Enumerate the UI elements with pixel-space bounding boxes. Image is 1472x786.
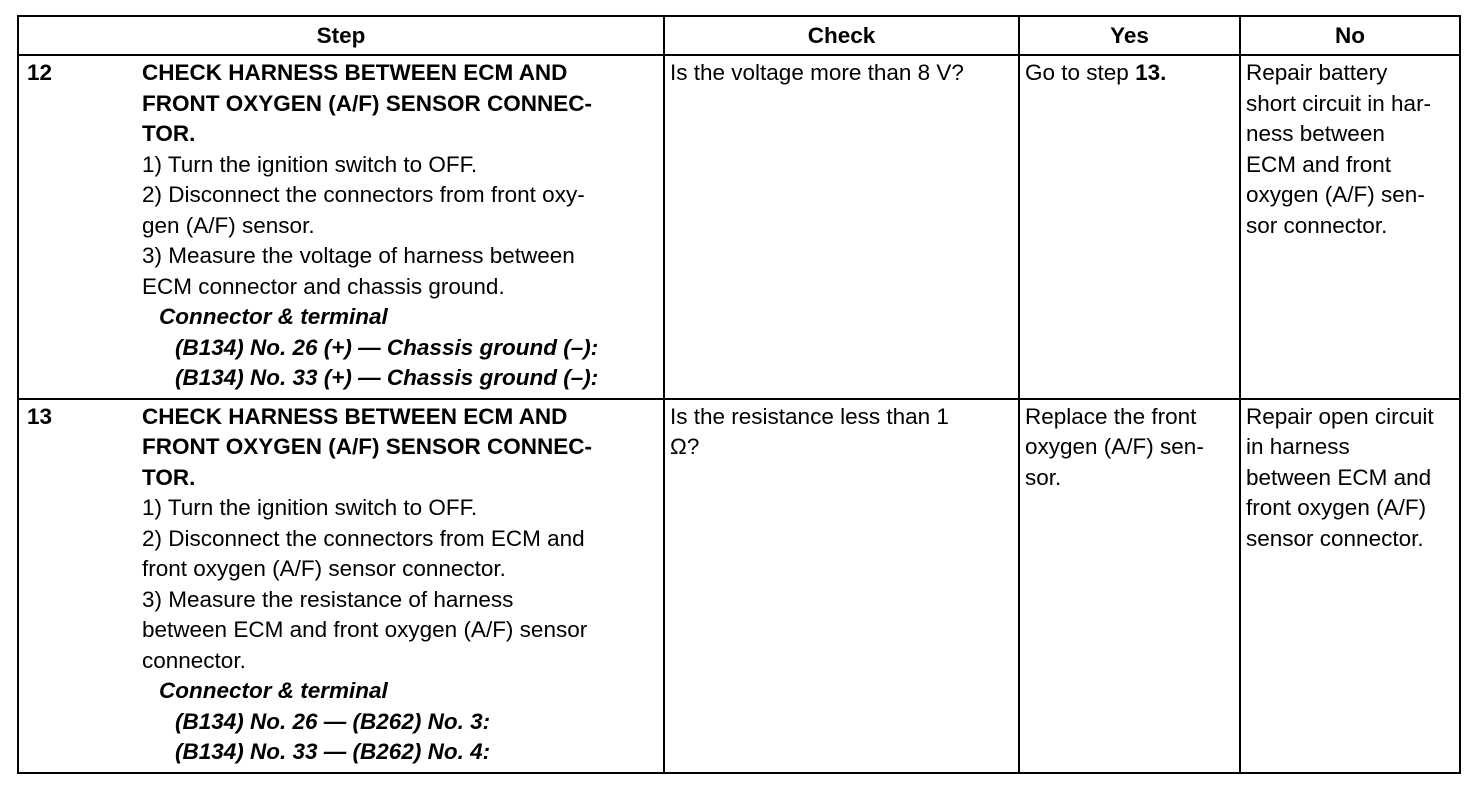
check-cell — [664, 399, 1019, 773]
header-step: Step — [18, 16, 664, 55]
instruction-line: 1) Turn the ignition switch to OFF. — [142, 495, 478, 520]
header-no: No — [1240, 16, 1460, 55]
diagnostic-table — [17, 15, 1461, 774]
yes-text-line: sor. — [1025, 464, 1062, 490]
header-row — [18, 16, 1460, 55]
no-text-line: sensor connector. — [1246, 525, 1424, 551]
no-text-line: Repair battery — [1246, 60, 1388, 85]
no-text-line: short circuit in har- — [1246, 90, 1432, 116]
yes-text: Go to step — [1025, 60, 1136, 85]
instruction-line: ECM connector and chassis ground. — [142, 273, 505, 299]
table-row — [18, 399, 1460, 773]
table-row — [18, 55, 1460, 399]
check-text: Ω? — [670, 434, 700, 459]
terminal-spec: (B134) No. 26 — (B262) No. 3: — [175, 708, 491, 734]
yes-text-line: oxygen (A/F) sen- — [1025, 434, 1204, 459]
instruction-line: 3) Measure the resistance of harness — [142, 586, 514, 612]
step-body — [142, 400, 663, 772]
instruction-line: 3) Measure the voltage of harness between — [142, 243, 575, 268]
step-cell — [18, 55, 664, 399]
instruction-line: 2) Disconnect the connectors from ECM and — [142, 525, 585, 551]
no-cell — [1240, 55, 1460, 399]
terminal-spec: (B134) No. 26 (+) — Chassis ground (–): — [175, 334, 599, 360]
connector-terminal-label: Connector & terminal — [159, 304, 388, 329]
instruction-line: between ECM and front oxygen (A/F) sensor — [142, 617, 588, 642]
check-cell — [664, 55, 1019, 399]
step-body — [142, 56, 663, 398]
step-title-line: FRONT OXYGEN (A/F) SENSOR CONNEC- — [142, 90, 593, 116]
no-text-line: sor connector. — [1246, 212, 1388, 238]
terminal-spec: (B134) No. 33 (+) — Chassis ground (–): — [175, 365, 599, 390]
yes-text-line: Replace the front — [1025, 403, 1197, 429]
instruction-line: 1) Turn the ignition switch to OFF. — [142, 151, 478, 177]
step-number: 13 — [27, 403, 53, 429]
no-text-line: ness between — [1246, 121, 1385, 146]
step-title-line: FRONT OXYGEN (A/F) SENSOR CONNEC- — [142, 434, 593, 459]
connector-terminal-label: Connector & terminal — [159, 678, 388, 703]
header-yes: Yes — [1019, 16, 1240, 55]
instruction-line: front oxygen (A/F) sensor connector. — [142, 556, 506, 581]
check-text: Is the voltage more than 8 V? — [670, 60, 964, 85]
instruction-line: connector. — [142, 647, 246, 673]
no-text-line: between ECM and — [1246, 464, 1432, 490]
step-number: 12 — [27, 60, 53, 85]
instruction-line: gen (A/F) sensor. — [142, 212, 315, 238]
yes-step-link: 13. — [1135, 60, 1167, 85]
terminal-spec: (B134) No. 33 — (B262) No. 4: — [175, 739, 491, 764]
yes-cell — [1019, 55, 1240, 399]
no-text-line: in harness — [1246, 434, 1350, 459]
header-check: Check — [664, 16, 1019, 55]
no-text-line: oxygen (A/F) sen- — [1246, 182, 1425, 207]
yes-cell — [1019, 399, 1240, 773]
no-cell — [1240, 399, 1460, 773]
step-title-line: TOR. — [142, 464, 196, 490]
no-text-line: front oxygen (A/F) — [1246, 495, 1427, 520]
step-title-line: CHECK HARNESS BETWEEN ECM AND — [142, 403, 568, 429]
step-title-line: CHECK HARNESS BETWEEN ECM AND — [142, 60, 568, 85]
step-cell — [18, 399, 664, 773]
no-text-line: Repair open circuit — [1246, 403, 1434, 429]
check-text: Is the resistance less than 1 — [670, 403, 949, 429]
no-text-line: ECM and front — [1246, 151, 1392, 177]
instruction-line: 2) Disconnect the connectors from front oxy- — [142, 182, 585, 207]
step-title-line: TOR. — [142, 121, 196, 146]
